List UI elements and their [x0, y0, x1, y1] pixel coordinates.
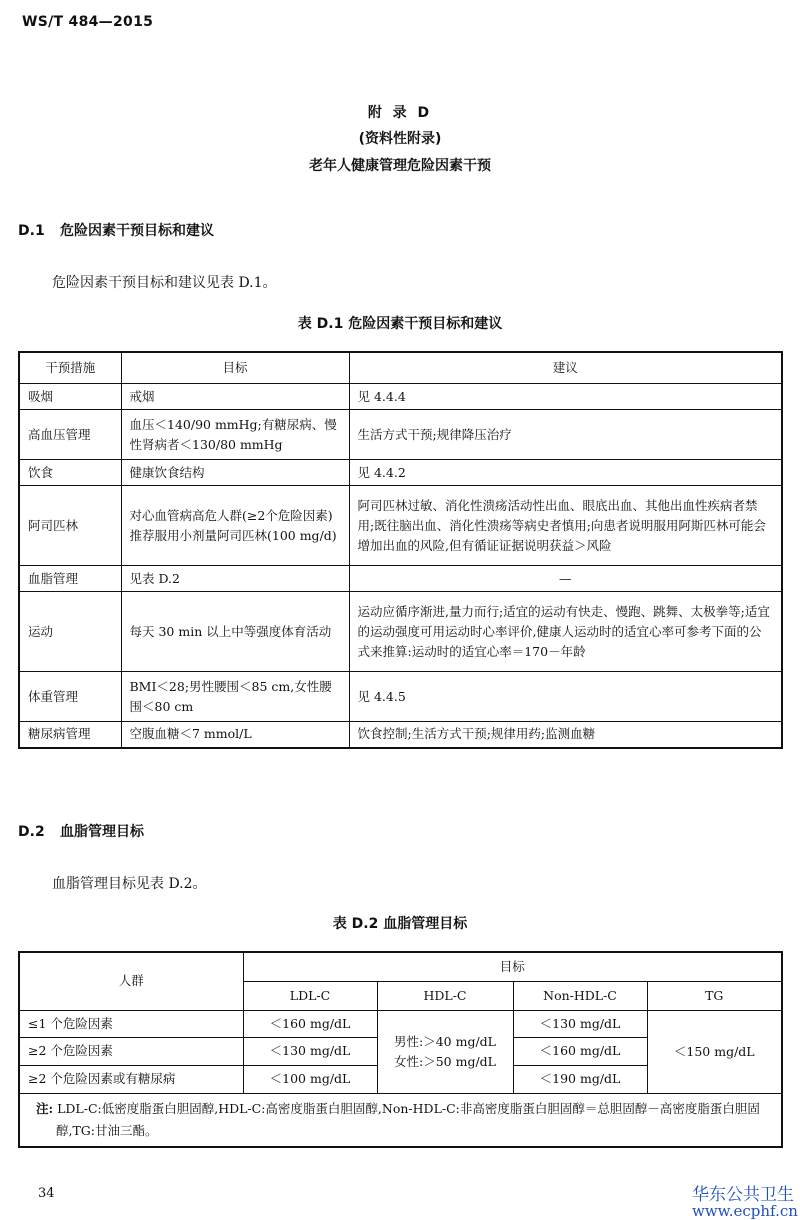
appendix-heading: 老年人健康管理危险因素干预 — [309, 158, 491, 174]
table-cell: 血脂管理 — [19, 566, 121, 592]
table-row — [19, 486, 782, 566]
page-number: 34 — [38, 1186, 55, 1201]
watermark-url: www.ecphf.cn — [692, 1202, 798, 1220]
section-title: 血脂管理目标 — [60, 824, 144, 840]
table-cell: 见 4.4.2 — [349, 460, 782, 486]
table-row — [19, 722, 782, 748]
table-cell: 糖尿病管理 — [19, 722, 121, 748]
table-cell: 高血压管理 — [19, 410, 121, 460]
column-header: LDL-C — [243, 981, 377, 1010]
hdl-male: 男性:＞40 mg/dL — [394, 1033, 496, 1049]
table-cell: 空腹血糖＜7 mmol/L — [121, 722, 349, 748]
column-header: TG — [647, 981, 782, 1010]
section-d1-heading — [18, 220, 214, 240]
table-cell: 生活方式干预;规律降压治疗 — [349, 410, 782, 460]
table-row — [19, 460, 782, 486]
table-cell: 阿司匹林过敏、消化性溃疡活动性出血、眼底出血、其他出血性疾病者禁用;既往脑出血、消化性溃疡等病史者慎用;向患者说明服用阿斯匹林可能会增加出血的风险,但有循证证据说明获益＞风险 — [349, 486, 782, 566]
table-header-row — [19, 952, 782, 981]
table-row — [19, 592, 782, 672]
table-cell: ＜130 mg/dL — [513, 1010, 647, 1037]
note-text: LDL-C:低密度脂蛋白胆固醇,HDL-C:高密度脂蛋白胆固醇,Non-HDL-C:非高密度脂蛋白胆固醇＝总胆固醇－高密度脂蛋白胆固醇,TG:甘油三酯。 — [56, 1100, 760, 1138]
section-d2-heading — [18, 821, 144, 841]
table-cell: 健康饮食结构 — [121, 460, 349, 486]
table-cell: ＜100 mg/dL — [243, 1065, 377, 1093]
note-label: 注: — [36, 1100, 54, 1116]
table-cell: 见表 D.2 — [121, 566, 349, 592]
table-cell: 见 4.4.5 — [349, 672, 782, 722]
table-cell: 戒烟 — [121, 384, 349, 410]
table-cell: — — [349, 566, 782, 592]
table-cell: 运动 — [19, 592, 121, 672]
table-header-row — [19, 352, 782, 384]
hdl-cell — [377, 1010, 513, 1093]
table-cell: BMI＜28;男性腰围＜85 cm,女性腰围＜80 cm — [121, 672, 349, 722]
table-cell: ＜160 mg/dL — [243, 1010, 377, 1037]
table-cell: ≤1 个危险因素 — [19, 1010, 243, 1037]
group-header: 人群 — [19, 952, 243, 1010]
column-header: 建议 — [349, 352, 782, 384]
section-d1-paragraph: 危险因素干预目标和建议见表 D.1。 — [52, 275, 277, 291]
appendix-title: 附 录 D — [367, 105, 433, 121]
table-row — [19, 566, 782, 592]
hdl-female: 女性:＞50 mg/dL — [394, 1053, 496, 1069]
table-note — [19, 1093, 782, 1147]
table-cell: 运动应循序渐进,量力而行;适宜的运动有快走、慢跑、跳舞、太极拳等;适宜的运动强度可用运动时心率评价,健康人运动时的适宜心率可参考下面的公式来推算:运动时的适宜心率＝170－年龄 — [349, 592, 782, 672]
table-row — [19, 672, 782, 722]
table-cell: ＜130 mg/dL — [243, 1037, 377, 1065]
table-d2 — [18, 951, 783, 1148]
document-header: WS/T 484—2015 — [22, 14, 154, 30]
table-note-row — [19, 1093, 782, 1147]
table-cell: 对心血管病高危人群(≥2个危险因素)推荐服用小剂量阿司匹林(100 mg/d) — [121, 486, 349, 566]
section-number: D.1 — [18, 223, 45, 239]
table-row — [19, 410, 782, 460]
table-cell: 饮食 — [19, 460, 121, 486]
table-cell: 血压＜140/90 mmHg;有糖尿病、慢性肾病者＜130/80 mmHg — [121, 410, 349, 460]
table2-caption: 表 D.2 血脂管理目标 — [332, 916, 468, 932]
column-header: Non-HDL-C — [513, 981, 647, 1010]
table-cell: 见 4.4.4 — [349, 384, 782, 410]
table-cell: 吸烟 — [19, 384, 121, 410]
table-cell: ≥2 个危险因素或有糖尿病 — [19, 1065, 243, 1093]
table-cell: 体重管理 — [19, 672, 121, 722]
target-header: 目标 — [243, 952, 782, 981]
tg-cell: ＜150 mg/dL — [647, 1010, 782, 1093]
column-header: HDL-C — [377, 981, 513, 1010]
table-cell: 每天 30 min 以上中等强度体育活动 — [121, 592, 349, 672]
table-row — [19, 1010, 782, 1037]
table-cell: ≥2 个危险因素 — [19, 1037, 243, 1065]
table-cell: 饮食控制;生活方式干预;规律用药;监测血糖 — [349, 722, 782, 748]
appendix-subtitle: (资料性附录) — [358, 131, 442, 147]
column-header: 干预措施 — [19, 352, 121, 384]
section-title: 危险因素干预目标和建议 — [60, 223, 214, 239]
table-row — [19, 384, 782, 410]
table-cell: 阿司匹林 — [19, 486, 121, 566]
table-cell: ＜190 mg/dL — [513, 1065, 647, 1093]
table1-caption: 表 D.1 危险因素干预目标和建议 — [297, 316, 503, 332]
table-d1 — [18, 351, 783, 749]
section-number: D.2 — [18, 824, 45, 840]
table-cell: ＜160 mg/dL — [513, 1037, 647, 1065]
column-header: 目标 — [121, 352, 349, 384]
watermark-name: 华东公共卫生 — [692, 1185, 794, 1205]
section-d2-paragraph: 血脂管理目标见表 D.2。 — [52, 876, 207, 892]
